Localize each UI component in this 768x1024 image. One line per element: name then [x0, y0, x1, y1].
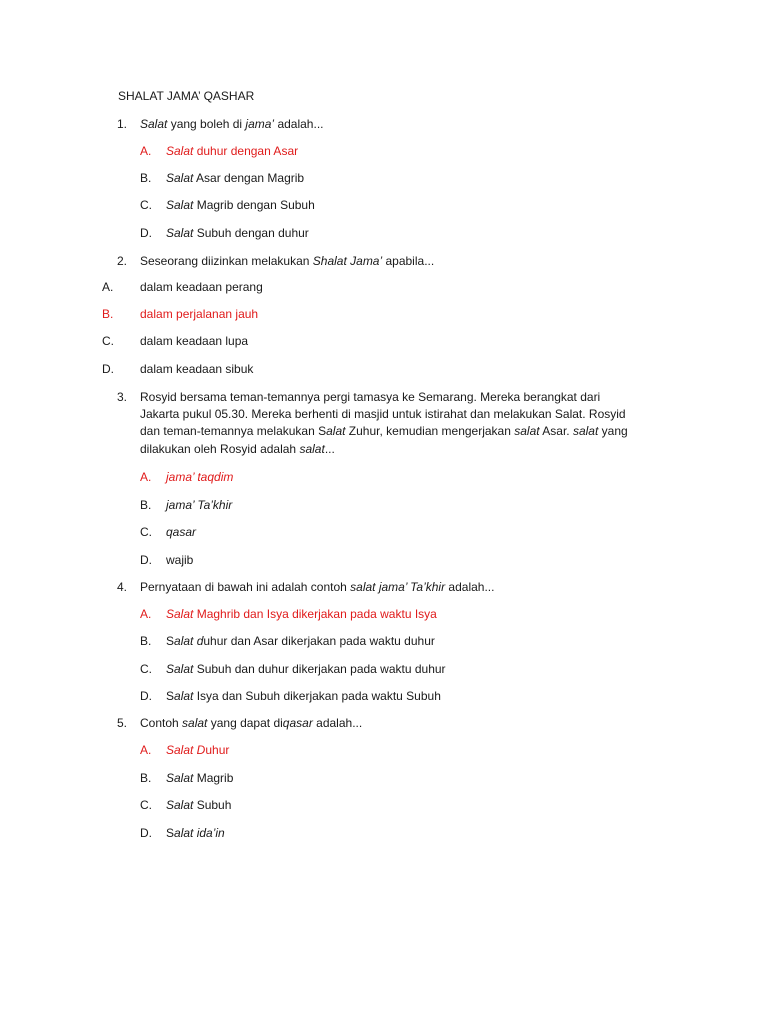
option-c-text: Salat Magrib dengan Subuh [166, 198, 315, 212]
option-d: D. [140, 826, 152, 840]
question-text: Pernyataan di bawah ini adalah contoh salat jama’ Ta’khir adalah... [140, 580, 495, 594]
option-d-text: Salat Subuh dengan duhur [166, 226, 309, 240]
option-d: D. [140, 553, 152, 567]
option-c: C. [140, 198, 152, 212]
option-c: C. [140, 662, 152, 676]
option-a: A. [102, 280, 114, 294]
option-a: A. [140, 607, 152, 621]
question-line-3: dan teman-temannya melakukan Salat Zuhur, kemudian mengerjakan salat Asar. salat yang [140, 424, 628, 438]
question-number: 2. [117, 254, 128, 268]
option-c-text: dalam keadaan lupa [140, 334, 249, 348]
option-c-text: Salat Subuh dan duhur dikerjakan pada waktu duhur [166, 662, 446, 676]
option-a-text: Salat Duhur [166, 743, 230, 757]
option-c: C. [140, 525, 152, 539]
option-b: B. [140, 171, 152, 185]
option-b: B. [102, 307, 114, 321]
question-text: Seseorang diizinkan melakukan Shalat Jama’ apabila... [140, 254, 435, 268]
option-d-text: Salat ida’in [166, 826, 225, 840]
page-title: SHALAT JAMA’ QASHAR [118, 89, 255, 103]
option-b: B. [140, 498, 152, 512]
question-text: Salat yang boleh di jama’ adalah... [140, 117, 324, 131]
option-a-text: Salat duhur dengan Asar [166, 144, 299, 158]
question-number: 1. [117, 117, 128, 131]
question-number: 5. [117, 716, 128, 730]
option-c: C. [140, 798, 152, 812]
question-line-2: Jakarta pukul 05.30. Mereka berhenti di masjid untuk istirahat dan melakukan Salat. Rosyid [140, 407, 626, 421]
option-c-text: Salat Subuh [166, 798, 232, 812]
option-a: A. [140, 144, 152, 158]
question-line-4: dilakukan oleh Rosyid adalah salat... [140, 442, 335, 456]
option-b-text: Salat Asar dengan Magrib [166, 171, 305, 185]
question-text: Contoh salat yang dapat diqasar adalah... [140, 716, 363, 730]
option-d-text: dalam keadaan sibuk [140, 362, 254, 376]
option-b: B. [140, 771, 152, 785]
option-c-text: qasar [166, 525, 197, 539]
option-b-text: Salat duhur dan Asar dikerjakan pada waktu duhur [166, 634, 435, 648]
option-a-text: dalam keadaan perang [140, 280, 263, 294]
option-d-text: Salat Isya dan Subuh dikerjakan pada waktu Subuh [166, 689, 441, 703]
option-c: C. [102, 334, 114, 348]
option-b: B. [140, 634, 152, 648]
question-line-1: Rosyid bersama teman-temannya pergi tamasya ke Semarang. Mereka berangkat dari [140, 390, 601, 404]
option-d: D. [140, 226, 152, 240]
option-a: A. [140, 470, 152, 484]
option-a-text: Salat Maghrib dan Isya dikerjakan pada waktu Isya [166, 607, 437, 621]
option-d: D. [102, 362, 114, 376]
option-d-text: wajib [166, 553, 194, 567]
option-a: A. [140, 743, 152, 757]
option-b-text: Salat Magrib [166, 771, 234, 785]
option-b-text: dalam perjalanan jauh [140, 307, 259, 321]
option-d: D. [140, 689, 152, 703]
question-number: 3. [117, 390, 128, 404]
option-b-text: jama’ Ta’khir [166, 498, 233, 512]
option-a-text: jama’ taqdim [166, 470, 234, 484]
question-number: 4. [117, 580, 128, 594]
